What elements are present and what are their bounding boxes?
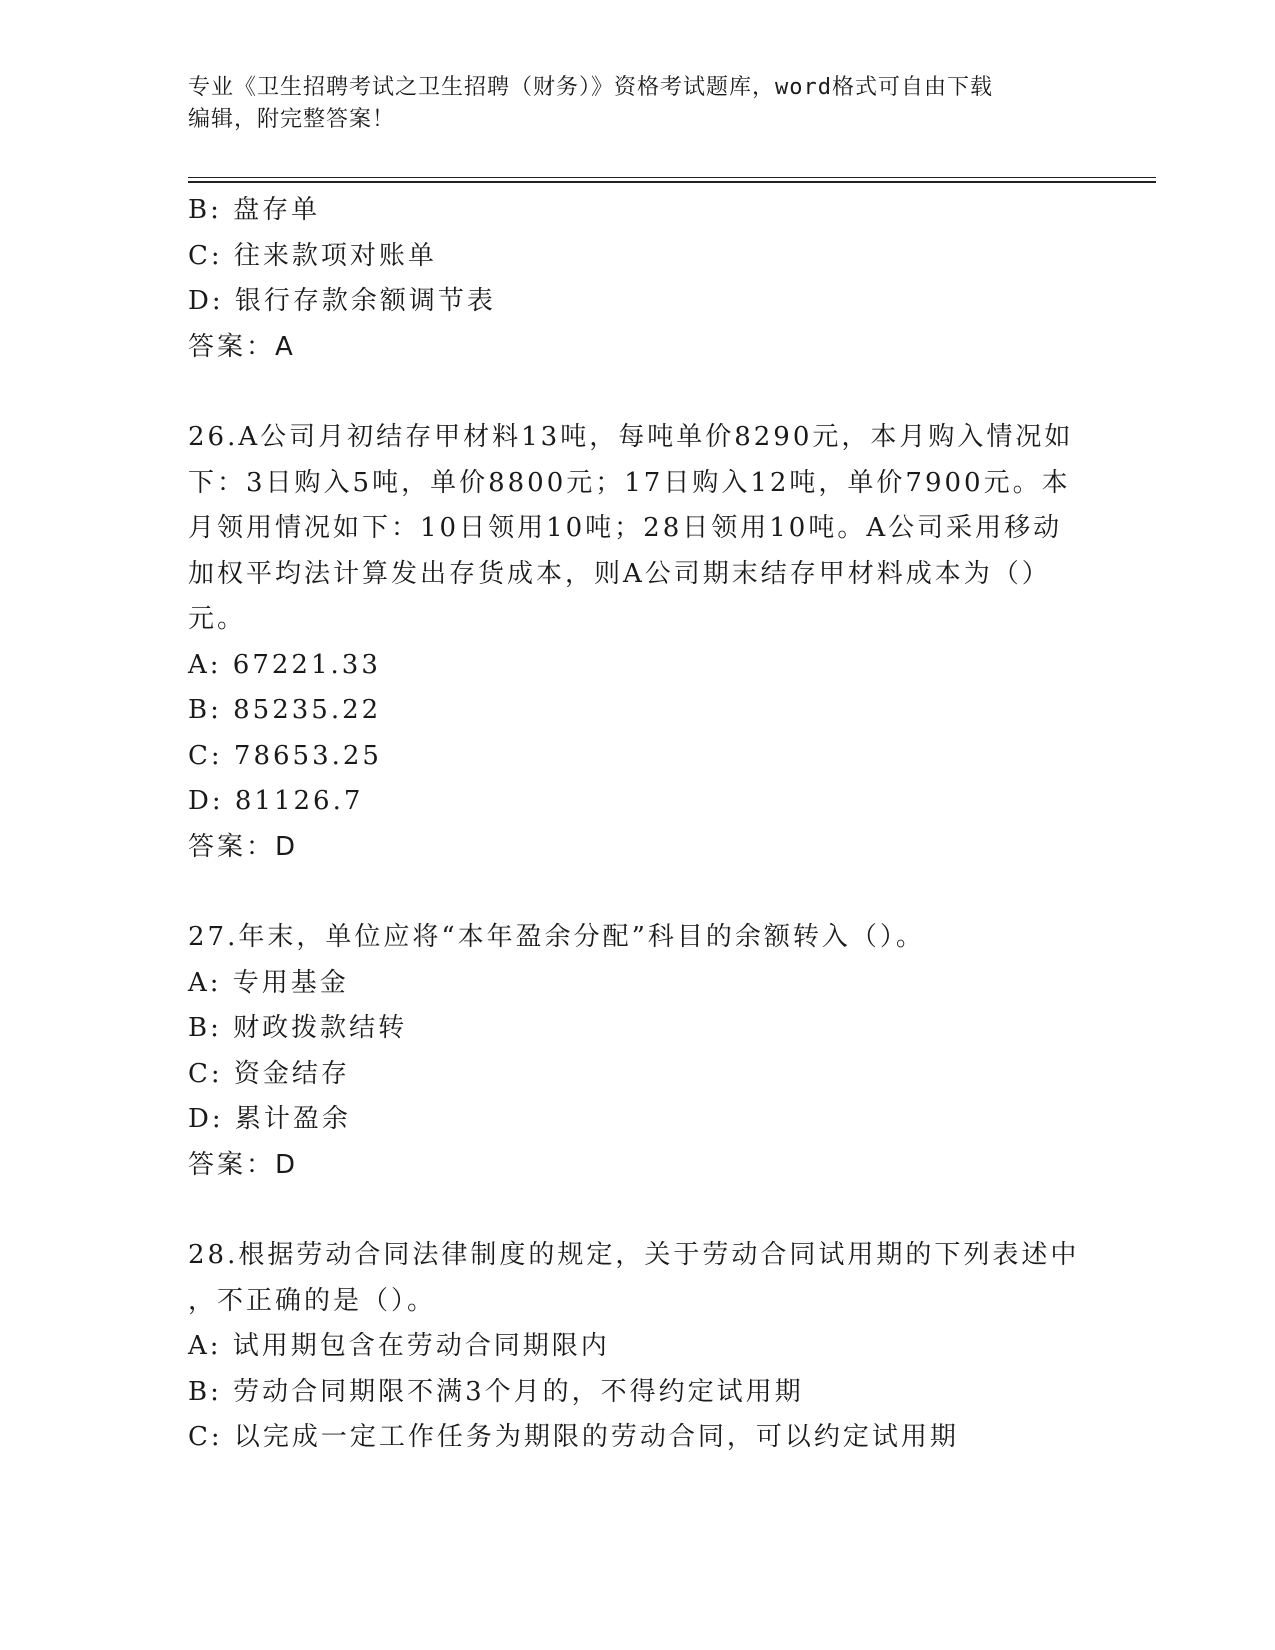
question-text-line: 26.A公司月初结存甲材料13吨，每吨单价8290元，本月购入情况如 bbox=[188, 422, 1074, 452]
option-b: B: 劳动合同期限不满3个月的，不得约定试用期 bbox=[188, 1376, 804, 1407]
question-25-tail bbox=[188, 188, 1088, 370]
option-b: B: 85235.22 bbox=[188, 695, 382, 725]
option-c: C: 往来款项对账单 bbox=[188, 240, 437, 271]
spacer bbox=[188, 1188, 1088, 1233]
document-body bbox=[188, 188, 1088, 1461]
header-line-2: 编辑，附完整答案！ bbox=[188, 107, 396, 132]
question-text-line: 月领用情况如下：10日领用10吨；28日领用10吨。A公司采用移动 bbox=[188, 513, 1063, 543]
answer-line: 答案：A bbox=[188, 331, 296, 362]
option-d: D: 累计盈余 bbox=[188, 1104, 351, 1134]
answer-line: 答案：D bbox=[188, 1149, 299, 1180]
option-a: A: 67221.33 bbox=[188, 649, 381, 680]
option-a: A: 试用期包含在劳动合同期限内 bbox=[188, 1331, 610, 1361]
spacer bbox=[188, 870, 1088, 915]
question-text-line: 元。 bbox=[188, 604, 247, 634]
option-c: C: 以完成一定工作任务为期限的劳动合同，可以约定试用期 bbox=[188, 1422, 959, 1452]
option-d: D: 银行存款余额调节表 bbox=[188, 286, 496, 316]
question-text-line: 加权平均法计算发出存货成本，则A公司期末结存甲材料成本为（） bbox=[188, 558, 1051, 589]
question-27 bbox=[188, 915, 1088, 1188]
question-text-line: 下：3日购入5吨，单价8800元；17日购入12吨，单价7900元。本 bbox=[188, 467, 1071, 498]
document-header bbox=[188, 72, 1088, 136]
question-text-line: 27.年末，单位应将“本年盈余分配”科目的余额转入（）。 bbox=[188, 922, 925, 952]
question-text-line: ，不正确的是（）。 bbox=[188, 1285, 437, 1316]
option-d: D: 81126.7 bbox=[188, 786, 364, 816]
question-28 bbox=[188, 1233, 1088, 1461]
option-a: A: 专用基金 bbox=[188, 967, 349, 998]
option-b: B: 财政拨款结转 bbox=[188, 1013, 408, 1043]
question-text-line: 28.根据劳动合同法律制度的规定，关于劳动合同试用期的下列表述中 bbox=[188, 1240, 1080, 1270]
header-line-1: 专业《卫生招聘考试之卫生招聘（财务）》资格考试题库，word格式可自由下载 bbox=[188, 75, 993, 100]
option-c: C: 78653.25 bbox=[188, 740, 382, 771]
question-26 bbox=[188, 415, 1088, 870]
answer-line: 答案：D bbox=[188, 831, 299, 862]
option-c: C: 资金结存 bbox=[188, 1058, 350, 1089]
spacer bbox=[188, 370, 1088, 415]
header-divider bbox=[188, 177, 1156, 183]
option-b: B: 盘存单 bbox=[188, 195, 321, 225]
